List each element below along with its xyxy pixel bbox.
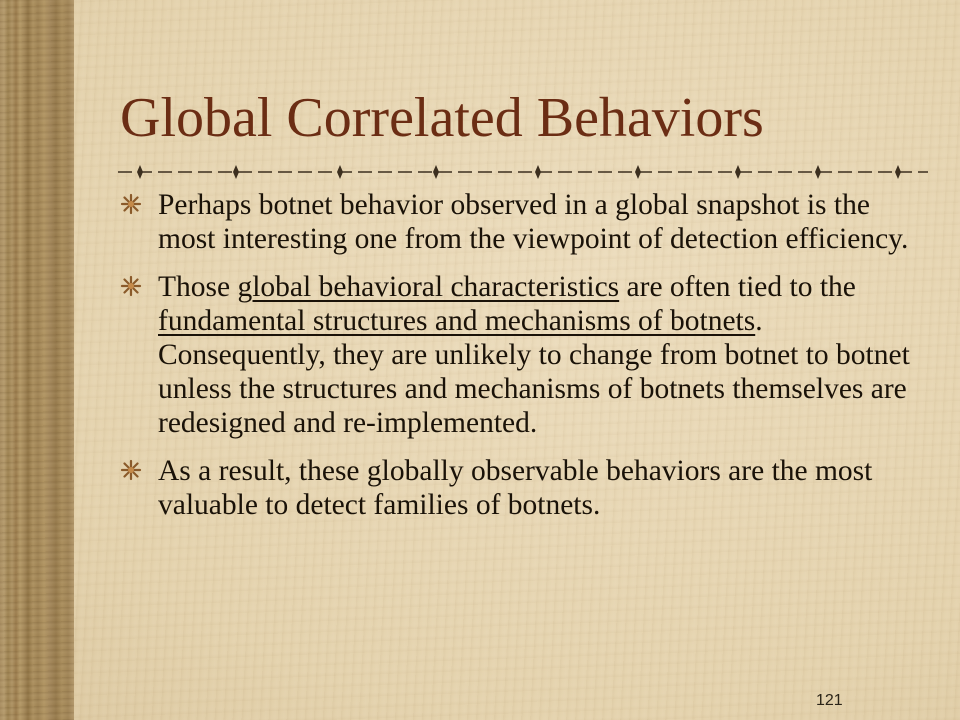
bullet-item <box>118 454 918 522</box>
divider-diamond <box>535 165 541 179</box>
bullet-text <box>158 189 908 255</box>
underlined-text: fundamental structures and mechanisms of botnets <box>158 305 756 337</box>
underlined-text: global behavioral characteristics <box>237 271 620 303</box>
bullet-text <box>158 271 910 439</box>
star-bullet-icon <box>120 275 142 297</box>
title-divider <box>118 161 928 181</box>
divider-diamond <box>815 165 821 179</box>
divider-diamond <box>337 165 343 179</box>
slide-title: Global Correlated Behaviors <box>120 87 764 149</box>
text-segment: . Consequently, they are unlikely to change from botnet to botnet unless the structures and mechanisms of botnets themselves are redesigned and re-implemented. <box>158 305 910 439</box>
star-bullet-icon <box>120 193 142 215</box>
divider-diamond <box>137 165 143 179</box>
text-segment: are often tied to the <box>619 271 856 303</box>
text-segment: Those <box>158 271 238 303</box>
bullet-list <box>118 188 918 536</box>
divider-diamond <box>635 165 641 179</box>
bullet-item <box>118 270 918 440</box>
bullet-item <box>118 188 918 256</box>
divider-diamond <box>735 165 741 179</box>
divider-diamond <box>895 165 901 179</box>
divider-diamond <box>433 165 439 179</box>
text-segment: As a result, these globally observable behaviors are the most valuable to detect families of botnets. <box>158 455 873 521</box>
text-segment: Perhaps botnet behavior observed in a global snapshot is the most interesting one from the viewpoint of detection efficiency. <box>158 189 909 255</box>
divider-diamond <box>233 165 239 179</box>
star-bullet-icon <box>120 459 142 481</box>
wood-texture-band <box>0 0 74 720</box>
page-number: 121 <box>816 692 843 709</box>
bullet-text <box>158 455 872 521</box>
